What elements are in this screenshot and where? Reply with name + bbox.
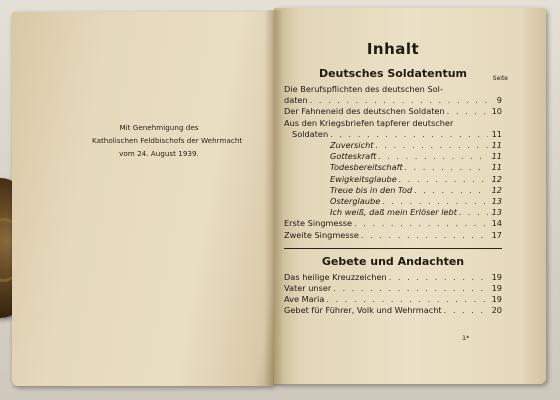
toc-entry-page: 11: [491, 128, 502, 139]
toc-entry-text: Vater unser: [284, 283, 332, 294]
toc-entry-text: Aus den Kriegsbriefen tapferer deutscher: [284, 117, 454, 128]
toc-entry: [284, 230, 502, 241]
toc-entry-text: Gebet für Führer, Volk und Wehrmacht: [284, 305, 442, 316]
toc-entry: [284, 272, 502, 283]
toc-entry: [284, 218, 502, 229]
toc-title: Inhalt: [366, 40, 420, 58]
leader-dots: [444, 305, 488, 316]
approval-line: vom 24. August 1939.: [119, 149, 199, 158]
leader-dots: [361, 230, 488, 241]
toc-entry-text: Ewigkeitsglaube: [330, 173, 397, 184]
toc-entry-text: daten: [284, 95, 308, 106]
toc-entry-text: Zuversicht: [330, 140, 374, 151]
toc-entry-page: 17: [491, 229, 502, 240]
toc-entry-page: 11: [491, 151, 502, 162]
page-column-label: Seite: [492, 75, 508, 82]
leader-dots: [330, 129, 488, 140]
toc-entry-text: Osterglaube: [330, 196, 381, 207]
toc-entry: [284, 294, 502, 305]
toc-entry-page: 12: [491, 184, 502, 195]
leader-dots: [333, 283, 488, 294]
toc-entry: [284, 185, 502, 196]
toc-entry: [284, 106, 502, 117]
toc-entry-page: 12: [491, 173, 502, 184]
toc-entry: [284, 84, 502, 95]
toc-entry: [284, 196, 502, 207]
toc-entry: [284, 151, 502, 162]
toc-entry-page: 10: [491, 106, 502, 117]
toc-entry: [284, 305, 502, 316]
leader-dots: [378, 151, 488, 162]
leader-dots: [459, 207, 488, 218]
toc-entry: [284, 95, 502, 106]
signature-mark: 1*: [462, 334, 470, 342]
toc-entry: [284, 162, 502, 173]
toc-entry-text: Todesbereitschaft: [330, 162, 403, 173]
book-gutter: [264, 10, 284, 386]
toc-entry: [284, 129, 502, 140]
toc-entry: [284, 140, 502, 151]
toc-entry-text: Das heilige Kreuzzeichen: [284, 271, 387, 282]
toc-entry-page: 11: [491, 140, 502, 151]
toc-entry-page: 11: [491, 162, 502, 173]
leader-dots: [389, 272, 488, 283]
toc-entry: [284, 118, 502, 129]
leader-dots: [376, 140, 489, 151]
toc-entry-page: 9: [496, 95, 502, 106]
toc-entry-text: Zweite Singmesse: [284, 229, 359, 240]
toc-entry-text: Ich weiß, daß mein Erlöser lebt: [330, 207, 457, 218]
toc-entry-text: Ave Maria: [284, 294, 325, 305]
toc-entry-page: 19: [491, 283, 502, 294]
leader-dots: [382, 196, 488, 207]
toc-entry: [284, 174, 502, 185]
leader-dots: [326, 294, 488, 305]
section-heading-text: Deutsches Soldatentum: [318, 67, 468, 80]
toc-entry-page: 19: [491, 294, 502, 305]
toc-entry-text: Der Fahneneid des deutschen Soldaten: [284, 106, 445, 117]
table-of-contents: [284, 40, 508, 317]
section-heading-text: Gebete und Andachten: [321, 254, 465, 268]
leader-dots: [310, 95, 488, 106]
toc-entry-text: Erste Singmesse: [284, 218, 353, 229]
toc-entry-text: Gotteskraft: [330, 151, 377, 162]
toc-entry-text: Soldaten: [292, 128, 329, 139]
left-page: [12, 12, 274, 386]
section-heading: [284, 67, 508, 82]
toc-entry-page: 13: [491, 207, 502, 218]
toc-entry-page: 13: [491, 196, 502, 207]
leader-dots: [354, 218, 488, 229]
toc-entry: [284, 207, 502, 218]
leader-dots: [405, 162, 488, 173]
leader-dots: [447, 106, 488, 117]
toc-entry: [284, 283, 502, 294]
section-divider: [284, 248, 502, 249]
leader-dots: [414, 185, 488, 196]
toc-entry-text: Treue bis in den Tod: [330, 184, 413, 195]
toc-entry-text: Die Berufspflichten des deutschen Sol-: [284, 84, 443, 94]
approval-line: Mit Genehmigung des: [119, 123, 199, 132]
toc-entry-page: 14: [491, 218, 502, 229]
section-heading: [284, 255, 502, 268]
approval-line: Katholischen Feldbischofs der Wehrmacht: [92, 136, 243, 145]
toc-entry-page: 19: [491, 271, 502, 282]
toc-entry-page: 20: [491, 305, 502, 316]
leader-dots: [399, 174, 488, 185]
approval-note: [92, 121, 243, 160]
